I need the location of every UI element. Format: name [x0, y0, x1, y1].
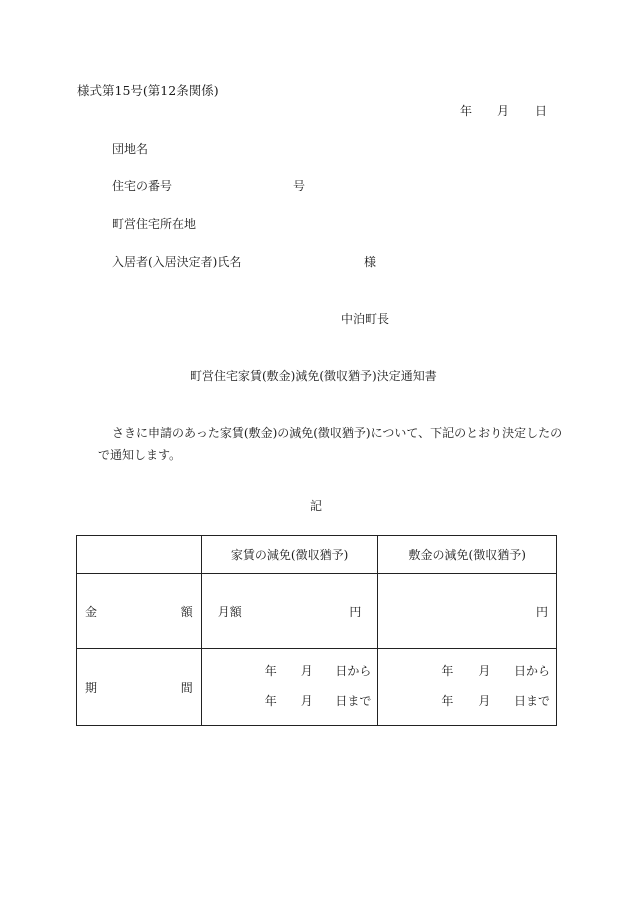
document-title: 町営住宅家賃(敷金)減免(徴収猶予)決定通知書 — [190, 369, 437, 383]
body-text: さきに申請のあった家賃(敷金)の減免(徴収猶予)について、下記のとおり決定したので通知します。 — [98, 426, 563, 462]
amount-label-right: 額 — [180, 604, 193, 619]
col-deposit-header: 敷金の減免(徴収猶予) — [378, 536, 557, 574]
period-label-left: 期 — [85, 680, 98, 695]
rent-to-year: 年 — [264, 694, 277, 708]
rent-from-year: 年 — [264, 664, 277, 678]
period-label-right: 間 — [180, 680, 193, 695]
col-rent-header: 家賃の減免(徴収猶予) — [201, 536, 378, 574]
period-label-cell — [77, 649, 202, 726]
table-corner-cell — [77, 536, 202, 574]
date-year: 年 — [460, 104, 473, 118]
date-day: 日 — [535, 104, 548, 118]
deposit-from-month: 月 — [478, 664, 491, 678]
deposit-from-day: 日から — [513, 664, 550, 678]
rent-period-cell — [201, 649, 378, 726]
deposit-to-day: 日まで — [513, 694, 550, 708]
house-number-label: 住宅の番号 — [112, 179, 173, 193]
rent-from-month: 月 — [300, 664, 313, 678]
date-month: 月 — [497, 104, 510, 118]
table-header-row — [77, 536, 557, 574]
deposit-to-year: 年 — [441, 694, 454, 708]
deposit-to-month: 月 — [478, 694, 491, 708]
reduction-table — [76, 535, 557, 726]
rent-to-month: 月 — [300, 694, 313, 708]
deposit-amount-cell — [378, 574, 557, 649]
form-label: 様式第15号(第12条関係) — [77, 83, 219, 98]
ki-heading: 記 — [310, 499, 323, 513]
rent-to-day: 日まで — [335, 694, 372, 708]
amount-label-cell — [77, 574, 202, 649]
location-label: 町営住宅所在地 — [112, 217, 197, 231]
rent-from-day: 日から — [335, 664, 372, 678]
deposit-from-year: 年 — [441, 664, 454, 678]
deposit-yen: 円 — [535, 604, 548, 619]
resident-name-label: 入居者(入居決定者)氏名 — [112, 255, 242, 269]
rent-amount-cell — [201, 574, 378, 649]
monthly-label: 月額 — [217, 604, 242, 619]
deposit-period-cell — [378, 649, 557, 726]
amount-label-left: 金 — [85, 604, 98, 619]
honorific: 様 — [364, 255, 377, 269]
table-row-period — [77, 649, 557, 726]
estate-name-label: 団地名 — [112, 142, 149, 156]
rent-yen: 円 — [349, 604, 362, 619]
house-number-suffix: 号 — [293, 179, 306, 193]
issuer: 中泊町長 — [341, 312, 390, 326]
table-row-amount — [77, 574, 557, 649]
